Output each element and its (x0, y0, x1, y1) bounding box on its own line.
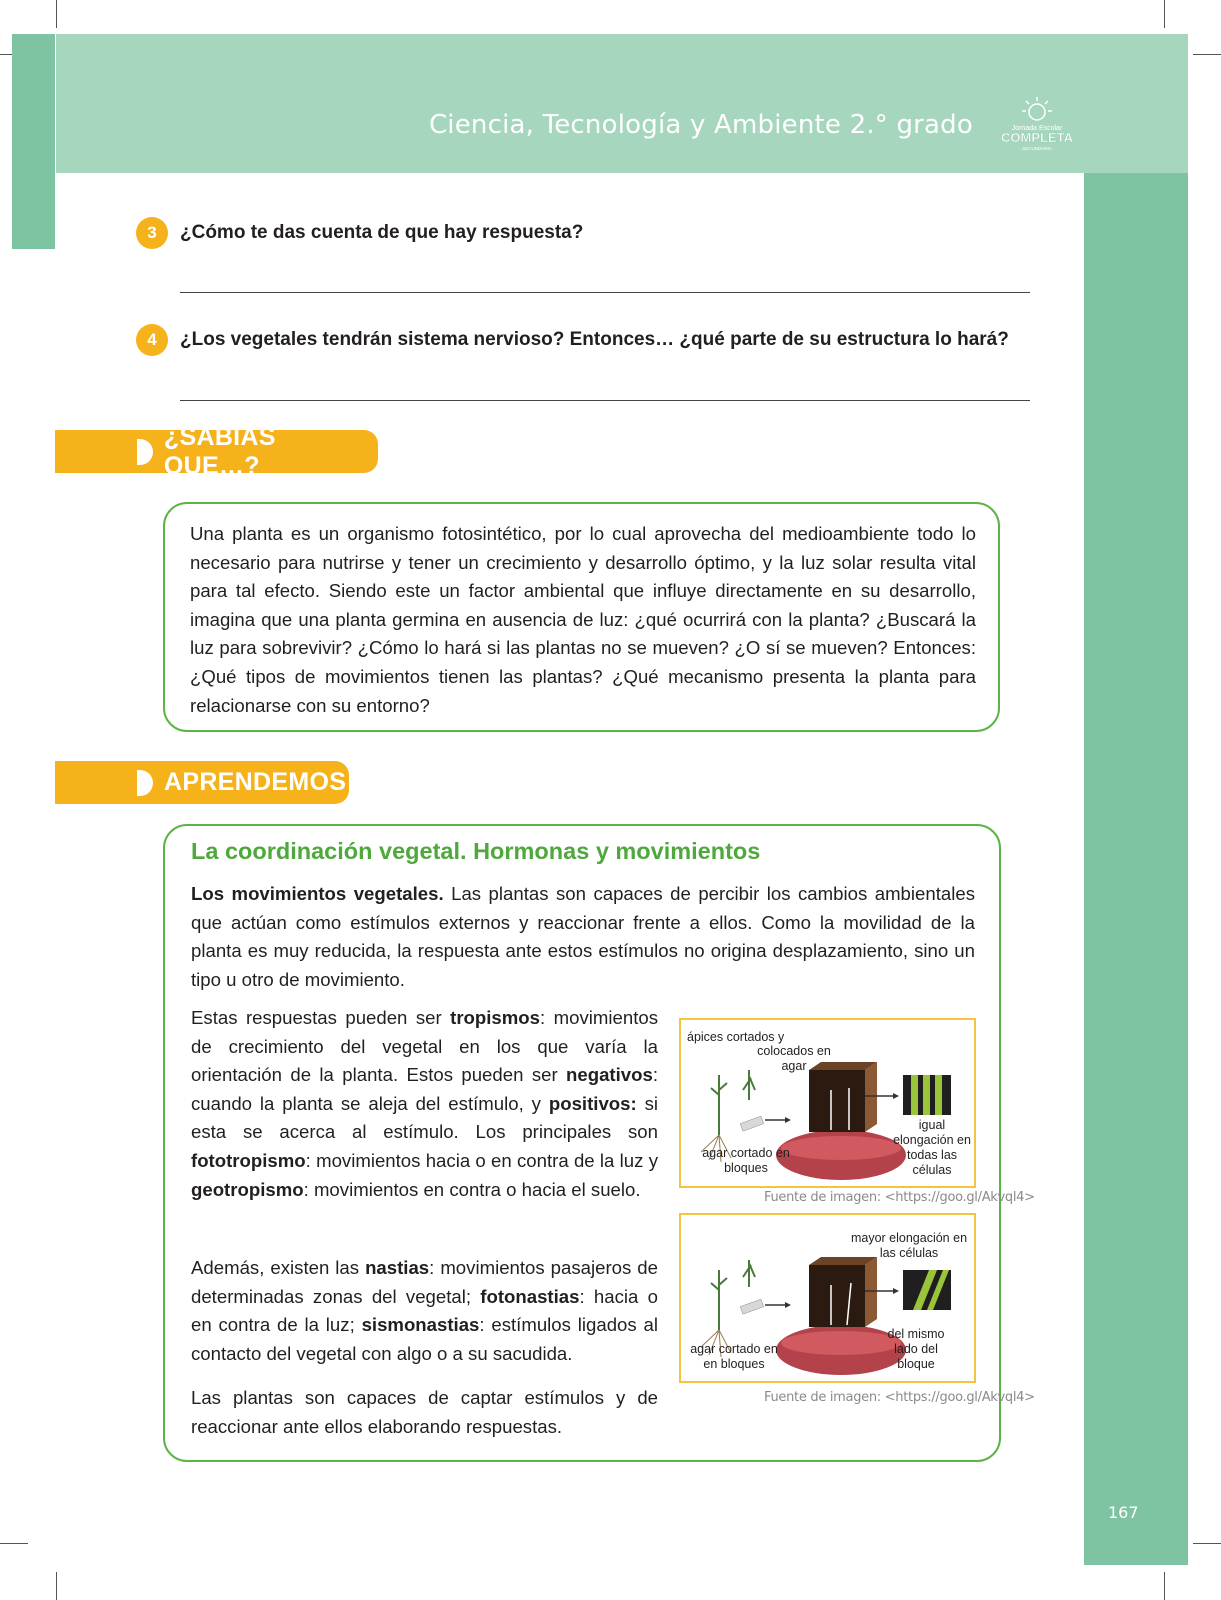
paragraph-tropismos (191, 1004, 658, 1204)
paragraph-text: : movimientos en contra o hacia el suelo. (303, 1178, 641, 1200)
paragraph-text: Estas respuestas pueden ser (191, 1007, 451, 1028)
figure-source: Fuente de imagen: <https://goo.gl/Akvql4> (764, 1190, 1035, 1205)
paragraph-text: Además, existen las (191, 1257, 366, 1278)
answer-line[interactable] (180, 400, 1030, 401)
left-tab (12, 34, 55, 249)
paragraph-text: : movimientos de crecimiento del vegetal en los que varía la orientación de la planta. Estos pueden ser (191, 1007, 658, 1086)
paragraph-text: : hacia o en contra de la luz; (191, 1285, 658, 1336)
page-number: 167 (1108, 1503, 1139, 1522)
right-column (1084, 173, 1188, 1565)
bold-term: negativos (566, 1064, 653, 1086)
crop-mark (56, 0, 57, 28)
bold-term: fototropismo (191, 1149, 306, 1171)
logo-top-text: Jornada Escolar (1011, 125, 1063, 132)
paragraph-conclusion: Las plantas son capaces de captar estímulos y de reaccionar ante ellos elaborando respuestas. (191, 1387, 658, 1437)
jornada-escolar-logo (997, 95, 1077, 155)
figure-label-top-a: ápices cortados y (687, 1030, 785, 1044)
answer-line[interactable] (180, 292, 1030, 293)
figure-label-left: agar cortado en bloques (702, 1146, 790, 1175)
figure-label-right: igual elongación en todas las células (893, 1118, 971, 1177)
bold-term: sismonastias (361, 1314, 480, 1336)
logo-bottom-text: SECUNDARIA (1022, 146, 1052, 151)
page-title: Ciencia, Tecnología y Ambiente 2.° grado (428, 110, 973, 140)
bold-term: tropismos (450, 1007, 541, 1028)
figure-label-top: mayor elongación en las células (850, 1231, 968, 1260)
question-text: ¿Los vegetales tendrán sistema nervioso? Entonces… ¿qué parte de su estructura lo hará? (180, 329, 1009, 350)
paragraph-text: : cuando la planta se aleja del estímulo, y (191, 1064, 658, 1114)
paragraph-text: si esta se acerca al estímulo. Los principales son (191, 1092, 659, 1143)
paragraph-text: : movimientos hacia o en contra de la luz y (305, 1149, 658, 1171)
crop-mark (0, 1543, 28, 1544)
question-text: ¿Cómo te das cuenta de que hay respuesta? (180, 222, 584, 243)
paragraph-text: : estímulos ligados al contacto del vegetal con algo o a su sacudida. (191, 1314, 658, 1364)
crop-mark (1193, 1543, 1221, 1544)
crop-mark (56, 1572, 57, 1600)
paragraph-text: Las plantas son capaces de percibir los cambios ambientales que actúan como estímulos externos y reaccionar frente a ellos. Como la movilidad de la planta es muy reducida, la respuesta ante estos estímulos no origina desplazamiento, sino un tipo u otro de movimiento. (191, 883, 975, 990)
paragraph-text: : movimientos pasajeros de determinadas zonas del vegetal; (191, 1257, 658, 1307)
aprendemos-banner (55, 761, 349, 804)
question-number: 3 (136, 217, 168, 249)
bold-term: geotropismo (191, 1178, 304, 1200)
crop-mark (1193, 54, 1221, 55)
banner-title: APRENDEMOS (164, 768, 347, 796)
question-4 (136, 324, 1009, 356)
sabias-que-text: Una planta es un organismo fotosintético, por lo cual aprovecha del medioambiente todo lo necesario para nutrirse y tener un crecimiento y desarrollo óptimo, y la luz solar resulta vital para tal efecto. Siendo este un factor ambiental que influye directamente en su desarrollo, imagina que una planta germina en ausencia de luz: ¿qué ocurrirá con la planta? ¿Buscará la luz para sobrevivir? ¿Cómo lo hará si las plantas no se mueven? ¿O sí se mueven? Entonces: ¿Qué tipos de movimientos tienen las plantas? ¿Qué mecanismo presenta la planta para relacionarse con su entorno? (190, 523, 976, 716)
bold-term: fotonastias (480, 1285, 580, 1307)
sun-icon (1022, 97, 1052, 120)
figure-equal-elongation (679, 1018, 976, 1188)
logo-text: COMPLETA (1001, 130, 1073, 145)
crop-mark (1164, 0, 1165, 28)
crop-mark (1164, 1572, 1165, 1600)
section-heading: La coordinación vegetal. Hormonas y movimientos (191, 838, 761, 864)
banner-marker-icon (137, 439, 153, 465)
banner-marker-icon (137, 770, 153, 796)
question-3 (136, 217, 583, 249)
banner-title: ¿SABÍAS QUE…? (163, 422, 276, 480)
figure-source: Fuente de imagen: <https://goo.gl/Akvql4> (764, 1390, 1035, 1405)
question-number: 4 (136, 324, 168, 356)
paragraph-movimientos (191, 880, 975, 994)
bold-term: Los movimientos vegetales. (191, 883, 444, 904)
bold-term: positivos: (548, 1092, 637, 1114)
figure-greater-elongation (679, 1213, 976, 1383)
figure-label-right: del mismo lado del bloque (887, 1327, 945, 1371)
figure-label-top: colocados en agar (757, 1044, 831, 1073)
figure-label-left: agar cortado en en bloques (690, 1342, 778, 1371)
paragraph-nastias (191, 1254, 658, 1368)
bold-term: nastias (365, 1257, 430, 1278)
sabias-que-banner (55, 422, 378, 480)
